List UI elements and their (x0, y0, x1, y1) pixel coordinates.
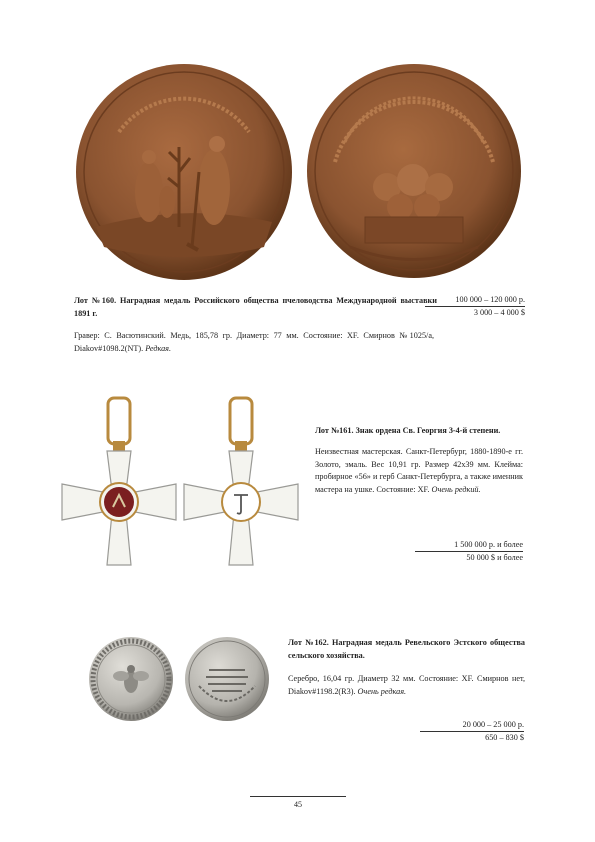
lot-161-description (315, 446, 523, 496)
lot-162-desc-text: Серебро, 16,04 гр. Диаметр 32 мм. Состояние: XF. Смирнов нет, Diakov#1198.2(R3). (288, 674, 525, 696)
lot-161-desc-text: Неизвестная мастерская. Санкт-Петербург, 1880-1890-е гг. Золото, эмаль. Вес 10,91 гр. Размер 42х39 мм. Клейма: пробирное «56» и герб Санкт-Петербурга, а также именник мастера на ушке. Состояние: XF. (315, 447, 523, 494)
lot-160-price-usd: 3 000 – 4 000 $ (425, 306, 525, 319)
lot-162-price-rub: 20 000 – 25 000 р. (462, 720, 524, 729)
lot-161-price-rub: 1 500 000 р. и более (454, 540, 523, 549)
silver-medal-obverse-icon (88, 636, 174, 722)
st-george-cross-obverse-icon (60, 395, 178, 570)
bronze-medal-obverse-icon (74, 62, 294, 282)
lot-162-description (288, 673, 525, 698)
lot-162-title: Лот №162. Наградная медаль Ревельского Эстского общества сельского хозяйства. (288, 638, 525, 660)
lot-162-price (420, 719, 524, 744)
footer-rule (250, 796, 346, 797)
lot-162-price-usd: 650 – 830 $ (420, 731, 524, 744)
bronze-medal-reverse-icon (305, 62, 523, 280)
lot-160-rarity: Редкая. (145, 343, 172, 353)
lot-161-price-usd: 50 000 $ и более (415, 551, 523, 564)
lot-161-rarity: Очень редкий. (431, 484, 481, 494)
lot-162-rarity: Очень редкая. (357, 686, 407, 696)
lot-161-price (415, 539, 523, 564)
lot-162-block (288, 636, 525, 698)
page-number: 45 (294, 800, 302, 809)
lot-161-title: Лот №161. Знак ордена Св. Георгия 3-4-й степени. (315, 426, 501, 435)
silver-medal-reverse-icon (184, 636, 270, 722)
lot-160-price (425, 294, 525, 319)
lot-160-title: Лот №160. Наградная медаль Российского общества пчеловодства Международной выставки 1891 г. (74, 296, 437, 318)
lot-160-price-rub: 100 000 – 120 000 р. (455, 295, 525, 304)
lot-160-description (74, 330, 434, 355)
lot-160-desc-text: Гравер: С. Васютинский. Медь, 185,78 гр. Диаметр: 77 мм. Состояние: XF. Смирнов №1025/а, Diakov#1098.2(NT). (74, 331, 434, 353)
st-george-cross-reverse-icon (182, 395, 300, 570)
lot-161-block (315, 424, 523, 496)
